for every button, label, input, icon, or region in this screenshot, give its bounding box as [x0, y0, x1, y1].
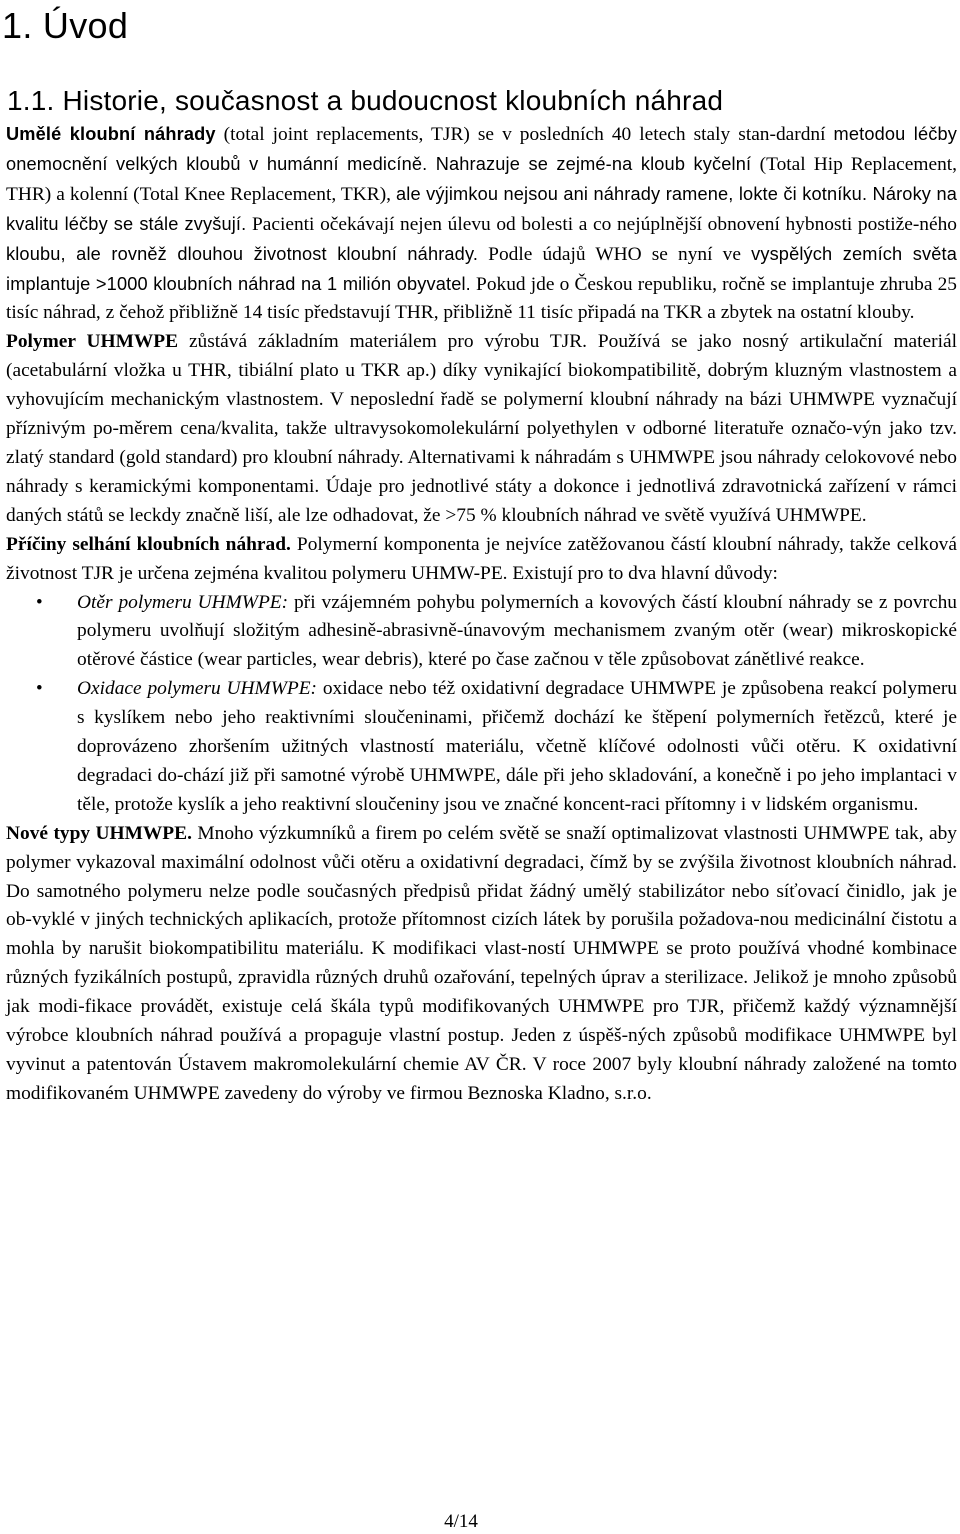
list-item-text: oxidace nebo též oxidativní degradace UHMWPE je způsobena reakcí polymeru s kyslíkem nebo jeho reaktivními sloučeninami, přičemž dochází ke štěpení polymerních řetězců, které je doprovázeno zhoršením užitných vlastností materiálu, včetně klíčové odolnosti vůči otěru. K oxidativní degradaci do-chází již při samotné výrobě UHMWPE, dále při jeho skladování, a konečně i po jeho implantaci v těle, protože kyslík a jeho reaktivní sloučeniny jsou ve značné koncent-raci přítomny i v lidském organismu.: [77, 678, 957, 815]
paragraph-intro: [6, 120, 957, 328]
list-item: [6, 675, 957, 820]
text-run: Pacienti očekávají nejen úlevu od bolesti a co nejúplnější obnovení hybnosti postiže-ného: [246, 213, 957, 235]
document-page: [2, 0, 958, 1109]
bullet-list: [6, 589, 957, 820]
bullet-marker: •: [36, 591, 43, 613]
text-run: Podle údajů WHO se nyní ve: [478, 243, 752, 265]
text-run: Polymerní komponenta je nejvíce zatěžovanou částí kloubní náhrady, takže celková životnost TJR je určena zejména kvalitou polymeru UHMW-PE. Existují pro to dva hlavní důvody:: [6, 533, 957, 584]
text-run: Mnoho výzkumníků a firem po celém světě se snaží optimalizovat vlastnosti UHMWPE tak, aby polymer vykazoval maximální odolnost vůči otěru a oxidativní degradaci, čímž by se zvýšila životnost kloubních náhrad. Do samotného polymeru nelze podle současných předpisů přidat žádný umělý stabilizátor nebo síťovací činidlo, jak je ob-vyklé v jiných technických aplikacích, protože přítomnost cizích látek by porušila požadova-nou medicinální čistotu a mohla by narušit biokompatibilitu materiálu. K modifikaci vlast-ností UHMWPE se proto používá vhodné kombinace různých fyzikálních postupů, zpravidla různých druhů ozařování, tepelných úprav a sterilizace. Jelikož je mnoho způsobů jak modi-fikace provádět, existuje celá škála typů modifikovaných UHMWPE pro TJR, přičemž každý významnější výrobce kloubních náhrad používá a propaguje vlastní postup. Jeden z úspěš-ných způsobů modifikace UHMWPE byl vyvinut a patentován Ústavem makromolekulární chemie AV ČR. V roce 2007 byly kloubní náhrady založené na tomto modifikovaném UHMWPE zavedeny do výroby ve firmou Beznoska Kladno, s.r.o.: [6, 822, 957, 1104]
bullet-marker: •: [36, 678, 43, 700]
text-run: vyspělých zemích světa implantuje >1000 kloubních náhrad na 1 milión obyvatel.: [6, 243, 957, 294]
text-run: metodou léčby onemocnění velkých kloubů v humánní medicíně. Nahrazuje se zejmé-na kloub kyčelní: [6, 124, 957, 174]
text-run: (Total Hip Replacement, THR) a kolenní (Total Knee Replacement, TKR),: [6, 153, 957, 205]
list-item-title: Otěr polymeru UHMWPE:: [77, 591, 289, 613]
list-item: [6, 589, 957, 676]
text-run: kloubu, ale rovněž dlouhou životnost kloubní náhrady.: [6, 243, 479, 264]
bold-term: Polymer UHMWPE: [6, 331, 179, 353]
text-run: Pokud jde o Českou republiku, ročně se implantuje zhruba 25 tisíc náhrad, z čehož přibližně 14 tisíc představují THR, přibližně 11 tisíc připadá na TKR a zbytek na ostatní klouby.: [6, 273, 958, 324]
chapter-heading: 1. Úvod: [2, 5, 129, 46]
paragraph-uhmwpe: [6, 328, 957, 530]
text-run: ale výjimkou nejsou ani náhrady ramene, lokte či kotníku. Nároky na kvalitu léčby se stále zvyšují.: [6, 183, 957, 234]
text-run: (total joint replacements, TJR) se v posledních 40 letech staly stan-dardní: [215, 124, 834, 145]
section-heading: 1.1. Historie, současnost a budoucnost kloubních náhrad: [7, 85, 724, 116]
bold-term: Příčiny selhání kloubních náhrad.: [6, 533, 291, 555]
text-run: zůstává základním materiálem pro výrobu TJR. Používá se jako nosný artikulační materiál (acetabulární vložka u THR, tibiální plato u TKR ap.) díky vynikající biokompatibilitě, dobrým kluzným vlastnostem a vyhovujícím mechanickým vlastnostem. V neposlední řadě se polymerní kloubní náhrady na bázi UHMWPE vyznačují příznivým po-měrem cena/kvalita, takže ultravysokomolekulární polyethylen v odborné literatuře označo-výn jako tzv. zlatý standard (gold standard) pro kloubní náhrady. Alternativami k náhradám s UHMWPE jsou náhrady celokovové nebo náhrady s keramickými komponentami. Údaje pro jednotlivé státy a dokonce i jednotlivá zdravotnická zařízení v rámci daných států se leckdy značně liší, ale lze odhadovat, že >75 % kloubních náhrad ve světě využívá UHMWPE.: [6, 331, 957, 526]
bold-term: Umělé kloubní náhrady: [6, 124, 216, 144]
bold-term: Nové typy UHMWPE.: [6, 822, 192, 844]
page-number: 4/14: [444, 1511, 478, 1532]
paragraph-failure-causes: [6, 531, 957, 589]
list-item-text: při vzájemném pohybu polymerních a kovových částí kloubní náhrady se z povrchu polymeru uvolňují složitým adhesině-abrasivně-únavovým mechanismem zvaným otěr (wear) mikroskopické otěrové částice (wear particles, wear debris), které po čase začnou v těle způsobovat zánětlivé reakce.: [77, 591, 958, 671]
list-item-title: Oxidace polymeru UHMWPE:: [77, 678, 317, 700]
paragraph-new-types: [6, 820, 957, 1109]
